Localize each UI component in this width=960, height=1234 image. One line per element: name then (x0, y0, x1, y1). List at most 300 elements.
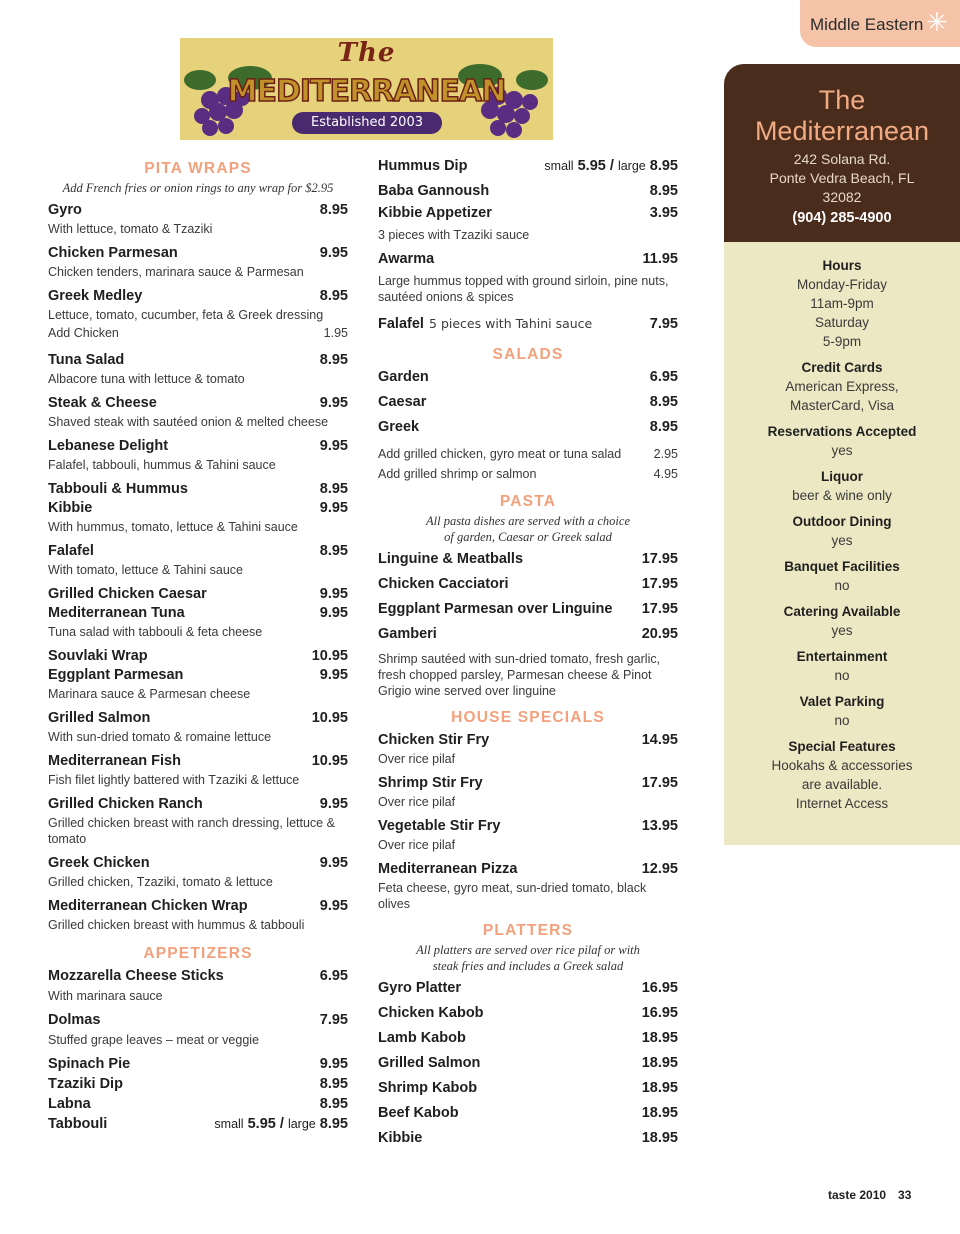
menu-item-row (378, 551, 678, 576)
info-label: Banquet Facilities (784, 559, 900, 574)
item-description: Over rice pilaf (378, 795, 456, 809)
item-name: Kibbie (48, 500, 93, 516)
menu-item-row (48, 1012, 348, 1032)
item-name: Beef Kabob (378, 1105, 459, 1121)
pita-wraps-note: Add French fries or onion rings to any wrap for $2.95 (62, 181, 334, 195)
item-name: Steak & Cheese (48, 395, 157, 411)
menu-item (378, 861, 678, 912)
item-name: Chicken Cacciatori (378, 576, 509, 592)
menu-item (378, 1080, 678, 1105)
menu-item-row (48, 648, 348, 667)
left-menu-column (48, 158, 348, 1141)
item-price: 12.95 (641, 861, 678, 877)
item-name: Caesar (378, 394, 427, 410)
info-value: no (834, 578, 850, 593)
menu-item-row (378, 818, 678, 837)
menu-item (48, 245, 348, 280)
asterisk-star-icon: ✳ (926, 8, 948, 38)
salads-list (378, 369, 678, 444)
menu-item (378, 1055, 678, 1080)
menu-item-row (48, 1096, 348, 1116)
restaurant-logo (180, 38, 553, 140)
price-divider: / (279, 1116, 284, 1132)
item-price: 8.95 (319, 1096, 348, 1112)
item-name: Shrimp Stir Fry (378, 775, 483, 791)
section-title-house-specials: HOUSE SPECIALS (451, 709, 605, 726)
item-name: Tuna Salad (48, 352, 125, 368)
menu-item-row (378, 775, 678, 794)
info-block (724, 647, 960, 685)
item-description: 3 pieces with Tzaziki sauce (378, 228, 530, 242)
addon-price: 2.95 (653, 447, 678, 461)
menu-item-row (378, 601, 678, 626)
item-price: 16.95 (641, 1005, 678, 1021)
item-name: Tabbouli (48, 1116, 108, 1132)
addon-label: Add grilled chicken, gyro meat or tuna salad (378, 447, 622, 461)
menu-item-row (48, 1076, 348, 1096)
item-price: 9.95 (319, 796, 348, 812)
item-price: 8.95 (319, 1076, 348, 1092)
item-name: Awarma (378, 251, 435, 267)
menu-item-row (48, 855, 348, 874)
menu-item-row (378, 419, 678, 444)
item-description: With hummus, tomato, lettuce & Tahini sauce (48, 520, 298, 534)
restaurant-details-list (724, 256, 960, 813)
section-title-platters: PLATTERS (482, 922, 574, 939)
menu-item-row (378, 369, 678, 394)
menu-item (48, 586, 348, 605)
address-line3: 32082 (822, 189, 862, 205)
info-block (724, 422, 960, 460)
item-description: Grilled chicken breast with hummus & tabbouli (48, 918, 305, 932)
info-block (724, 256, 960, 351)
menu-item (378, 626, 678, 699)
item-price: 9.95 (319, 500, 348, 516)
section-title-appetizers: APPETIZERS (143, 945, 253, 962)
menu-item-row (48, 1056, 348, 1076)
item-price: 8.95 (319, 288, 348, 304)
item-description: Feta cheese, gyro meat, sun-dried tomato, black olives (378, 881, 647, 911)
item-price: 14.95 (641, 732, 678, 748)
menu-item (378, 1105, 678, 1130)
menu-item (48, 605, 348, 640)
appetizers-continued-list (378, 183, 678, 305)
item-price: 17.95 (641, 576, 678, 592)
menu-item-row (48, 586, 348, 605)
menu-item (48, 288, 348, 344)
item-description: Over rice pilaf (378, 752, 456, 766)
section-title-salads: SALADS (492, 346, 564, 363)
item-name: Chicken Kabob (378, 1005, 484, 1021)
menu-item-row (378, 1030, 678, 1055)
info-value: yes (831, 623, 853, 638)
info-label: Liquor (821, 469, 863, 484)
menu-item-row (48, 543, 348, 562)
category-tab-label: Middle Eastern (810, 15, 924, 34)
info-label: Hours (822, 258, 862, 273)
item-name: Grilled Salmon (378, 1055, 481, 1071)
item-price: 17.95 (641, 601, 678, 617)
item-name: Chicken Parmesan (48, 245, 178, 261)
info-value: 5-9pm (822, 334, 862, 349)
item-name: Dolmas (48, 1012, 101, 1028)
house-specials-list (378, 732, 678, 912)
restaurant-details-panel (724, 242, 960, 845)
item-price: 17.95 (641, 775, 678, 791)
item-price: 8.95 (319, 543, 348, 559)
item-price: 3.95 (649, 205, 678, 221)
item-name: Mediterranean Pizza (378, 861, 518, 877)
menu-item (378, 551, 678, 576)
item-name: Mediterranean Tuna (48, 605, 185, 621)
item-name: Lamb Kabob (378, 1030, 466, 1046)
middle-menu-column (378, 158, 678, 1155)
info-value: no (834, 668, 850, 683)
menu-item-row (48, 796, 348, 815)
info-value: Hookahs & accessories (771, 758, 913, 773)
item-name: Greek Medley (48, 288, 143, 304)
platters-list (378, 980, 678, 1155)
menu-item (48, 796, 348, 847)
menu-item (48, 438, 348, 473)
item-name: Baba Gannoush (378, 183, 490, 199)
item-name: Kibbie (378, 1130, 423, 1146)
info-label: Entertainment (796, 649, 888, 664)
item-name: Falafel (48, 543, 94, 559)
menu-item (48, 543, 348, 578)
item-price: 9.95 (319, 395, 348, 411)
page-footer (828, 1188, 911, 1202)
menu-item (378, 394, 678, 419)
menu-item (48, 667, 348, 702)
section-title-pasta: PASTA (499, 493, 557, 510)
phone-number: (904) 285-4900 (792, 210, 892, 226)
info-value: 11am-9pm (810, 296, 874, 311)
menu-item (48, 855, 348, 890)
menu-item-row (48, 500, 348, 519)
appetizers-list (48, 968, 348, 1116)
logo-name-text: MEDITERRANEAN (227, 74, 506, 109)
menu-item-row (378, 251, 678, 273)
menu-item (48, 481, 348, 500)
menu-item (48, 968, 348, 1004)
addon-price: 4.95 (653, 467, 678, 481)
menu-item (378, 158, 678, 183)
menu-item-row (378, 1105, 678, 1130)
info-block (724, 602, 960, 640)
item-description: Shaved steak with sautéed onion & melted cheese (48, 415, 329, 429)
menu-item (378, 1005, 678, 1030)
item-price: 6.95 (649, 369, 678, 385)
publication-name: taste 2010 (828, 1188, 887, 1202)
info-block (724, 358, 960, 415)
price-divider: / (609, 158, 614, 174)
addon-label: Add Chicken (48, 326, 119, 340)
menu-item (48, 648, 348, 667)
item-name: Greek (378, 419, 420, 435)
menu-item (378, 732, 678, 767)
menu-item (48, 1116, 348, 1141)
item-price: 9.95 (319, 586, 348, 602)
item-name: Gyro Platter (378, 980, 461, 996)
item-description: Stuffed grape leaves – meat or veggie (48, 1033, 260, 1047)
menu-item (48, 395, 348, 430)
menu-item (48, 1012, 348, 1048)
size-label: large (287, 1117, 316, 1131)
size-price: 8.95 (649, 158, 678, 174)
size-label: large (617, 159, 646, 173)
item-name: Greek Chicken (48, 855, 150, 871)
menu-item-row (378, 1130, 678, 1155)
info-value: are available. (801, 777, 883, 792)
item-price: 8.95 (319, 481, 348, 497)
pasta-list (378, 551, 678, 699)
item-price: 10.95 (311, 753, 348, 769)
item-price: 8.95 (649, 183, 678, 199)
platters-note-line2: steak fries and includes a Greek salad (432, 959, 624, 973)
menu-item-row (48, 710, 348, 729)
menu-item (48, 352, 348, 387)
info-value: American Express, (785, 379, 899, 394)
info-block (724, 467, 960, 505)
size-price: 8.95 (319, 1116, 348, 1132)
menu-item-row (378, 205, 678, 227)
menu-item (48, 500, 348, 535)
platters-note-line1: All platters are served over rice pilaf or with (416, 943, 640, 957)
menu-item (48, 1076, 348, 1096)
menu-item (378, 183, 678, 205)
menu-item-row (378, 1080, 678, 1105)
item-price: 9.95 (319, 1056, 348, 1072)
item-price: 6.95 (319, 968, 348, 984)
item-price: 8.95 (319, 352, 348, 368)
menu-item-row (48, 438, 348, 457)
item-description: Marinara sauce & Parmesan cheese (48, 687, 251, 701)
item-price-sizes (544, 158, 678, 174)
item-price: 9.95 (319, 667, 348, 683)
menu-item-row (48, 605, 348, 624)
info-label: Special Features (788, 739, 896, 754)
item-name: Garden (378, 369, 429, 385)
salad-addon-row (378, 444, 678, 464)
logo-the-text: The (337, 38, 396, 68)
menu-item-row (48, 395, 348, 414)
item-price: 18.95 (641, 1030, 678, 1046)
item-description: Shrimp sautéed with sun-dried tomato, fresh garlic, fresh chopped parsley, Parmesan cheese & Pinot Grigio wine served over linguine (378, 652, 661, 698)
menu-item-row (48, 898, 348, 917)
item-name: Falafel (378, 316, 424, 332)
item-name: Kibbie Appetizer (378, 205, 492, 221)
menu-item-row (378, 1005, 678, 1030)
menu-item (378, 980, 678, 1005)
address-line2: Ponte Vedra Beach, FL (769, 170, 915, 186)
info-label: Reservations Accepted (767, 424, 917, 439)
item-price: 7.95 (319, 1012, 348, 1028)
item-name: Hummus Dip (378, 158, 468, 174)
info-value: MasterCard, Visa (789, 398, 895, 413)
menu-item-row (48, 667, 348, 686)
item-addon (48, 323, 348, 344)
item-price: 18.95 (641, 1080, 678, 1096)
menu-item-row (378, 576, 678, 601)
pasta-note-line1: All pasta dishes are served with a choice (425, 514, 631, 528)
size-label: small (544, 159, 574, 173)
item-price: 8.95 (319, 202, 348, 218)
item-price: 9.95 (319, 605, 348, 621)
menu-item (378, 251, 678, 305)
item-price: 10.95 (311, 710, 348, 726)
item-description: Albacore tuna with lettuce & tomato (48, 372, 245, 386)
menu-item-row (378, 732, 678, 751)
menu-item (378, 313, 678, 338)
item-price: 20.95 (641, 626, 678, 642)
info-block (724, 557, 960, 595)
item-price: 7.95 (649, 316, 678, 332)
item-price: 9.95 (319, 898, 348, 914)
item-name: Mozzarella Cheese Sticks (48, 968, 224, 984)
size-price: 5.95 (247, 1116, 276, 1132)
item-name-with-note (378, 313, 592, 332)
menu-item (378, 369, 678, 394)
info-value: beer & wine only (792, 488, 892, 503)
menu-item (378, 1130, 678, 1155)
item-name: Spinach Pie (48, 1056, 131, 1072)
menu-item (48, 753, 348, 788)
menu-item (48, 1056, 348, 1076)
item-name: Mediterranean Chicken Wrap (48, 898, 248, 914)
menu-item-row (48, 481, 348, 500)
menu-item-row (378, 1055, 678, 1080)
menu-item-row (48, 288, 348, 307)
item-description: With tomato, lettuce & Tahini sauce (48, 563, 244, 577)
menu-item-row (378, 183, 678, 205)
item-price: 13.95 (641, 818, 678, 834)
item-price: 8.95 (649, 419, 678, 435)
info-value: no (834, 713, 850, 728)
menu-item-row (378, 861, 678, 880)
size-price: 5.95 (577, 158, 606, 174)
item-price: 8.95 (649, 394, 678, 410)
menu-item-row (48, 245, 348, 264)
size-label: small (214, 1117, 244, 1131)
restaurant-info-header (724, 64, 960, 242)
item-price-sizes (214, 1116, 348, 1132)
menu-item (378, 775, 678, 810)
item-name: Chicken Stir Fry (378, 732, 490, 748)
salad-addon-row (378, 464, 678, 484)
item-name: Eggplant Parmesan (48, 667, 184, 683)
item-description: Grilled chicken, Tzaziki, tomato & lettuce (48, 875, 273, 889)
menu-item (378, 419, 678, 444)
menu-item-row (378, 626, 678, 651)
section-title-pita-wraps: PITA WRAPS (144, 160, 252, 177)
item-name: Eggplant Parmesan over Linguine (378, 601, 613, 617)
info-value: Saturday (814, 315, 870, 330)
item-name: Labna (48, 1096, 91, 1112)
restaurant-name-line1: The (818, 85, 866, 115)
item-description: Over rice pilaf (378, 838, 456, 852)
item-price: 18.95 (641, 1105, 678, 1121)
page-number: 33 (898, 1188, 912, 1202)
item-price: 10.95 (311, 648, 348, 664)
restaurant-name-line2: Mediterranean (754, 116, 930, 146)
item-price: 9.95 (319, 855, 348, 871)
item-name: Gamberi (378, 626, 437, 642)
item-description: Large hummus topped with ground sirloin, pine nuts, sautéed onions & spices (378, 274, 669, 304)
item-inline-note: 5 pieces with Tahini sauce (429, 316, 593, 331)
info-value: Monday-Friday (796, 277, 888, 292)
item-description: With marinara sauce (48, 989, 163, 1003)
item-name: Grilled Salmon (48, 710, 151, 726)
item-price: 9.95 (319, 438, 348, 454)
item-name: Vegetable Stir Fry (378, 818, 501, 834)
info-value: yes (831, 533, 853, 548)
logo-established-badge: Established 2003 (292, 112, 442, 134)
salad-addons-list (378, 444, 678, 484)
item-name: Grilled Chicken Caesar (48, 586, 207, 602)
menu-item (378, 576, 678, 601)
pita-wraps-list (48, 202, 348, 933)
menu-item (48, 202, 348, 237)
item-name: Tabbouli & Hummus (48, 481, 188, 497)
item-price: 9.95 (319, 245, 348, 261)
menu-item-row (378, 394, 678, 419)
info-label: Valet Parking (799, 694, 885, 709)
menu-item (378, 818, 678, 853)
item-description: Falafel, tabbouli, hummus & Tahini sauce (48, 458, 276, 472)
item-description: Lettuce, tomato, cucumber, feta & Greek dressing (48, 308, 324, 322)
menu-item-row (378, 980, 678, 1005)
info-label: Credit Cards (801, 360, 883, 375)
addon-price: 1.95 (323, 326, 348, 340)
item-name: Grilled Chicken Ranch (48, 796, 203, 812)
info-value: Internet Access (795, 796, 889, 811)
info-block (724, 512, 960, 550)
item-description: Chicken tenders, marinara sauce & Parmesan (48, 265, 304, 279)
item-price: 17.95 (641, 551, 678, 567)
address-line1: 242 Solana Rd. (793, 151, 891, 167)
menu-item (378, 601, 678, 626)
item-name: Tzaziki Dip (48, 1076, 123, 1092)
item-description: With sun-dried tomato & romaine lettuce (48, 730, 272, 744)
item-price: 11.95 (642, 251, 678, 267)
info-block (724, 737, 960, 813)
item-description: Tuna salad with tabbouli & feta cheese (48, 625, 263, 639)
menu-item-row (48, 352, 348, 371)
info-label: Outdoor Dining (792, 514, 892, 529)
menu-item (378, 205, 678, 243)
item-price: 18.95 (641, 1055, 678, 1071)
menu-item (48, 1096, 348, 1116)
item-price: 18.95 (641, 1130, 678, 1146)
menu-item-row (48, 753, 348, 772)
addon-label: Add grilled shrimp or salmon (378, 467, 537, 481)
menu-item (378, 1030, 678, 1055)
menu-item (48, 710, 348, 745)
item-name: Gyro (48, 202, 82, 218)
item-name: Souvlaki Wrap (48, 648, 148, 664)
info-value: yes (831, 443, 853, 458)
item-name: Linguine & Meatballs (378, 551, 524, 567)
item-description: Fish filet lightly battered with Tzaziki & lettuce (48, 773, 300, 787)
item-name: Shrimp Kabob (378, 1080, 478, 1096)
info-label: Catering Available (783, 604, 901, 619)
item-price: 16.95 (641, 980, 678, 996)
pasta-note-line2: of garden, Caesar or Greek salad (444, 530, 612, 544)
menu-item-row (48, 968, 348, 988)
menu-item-row (48, 202, 348, 221)
info-block (724, 692, 960, 730)
